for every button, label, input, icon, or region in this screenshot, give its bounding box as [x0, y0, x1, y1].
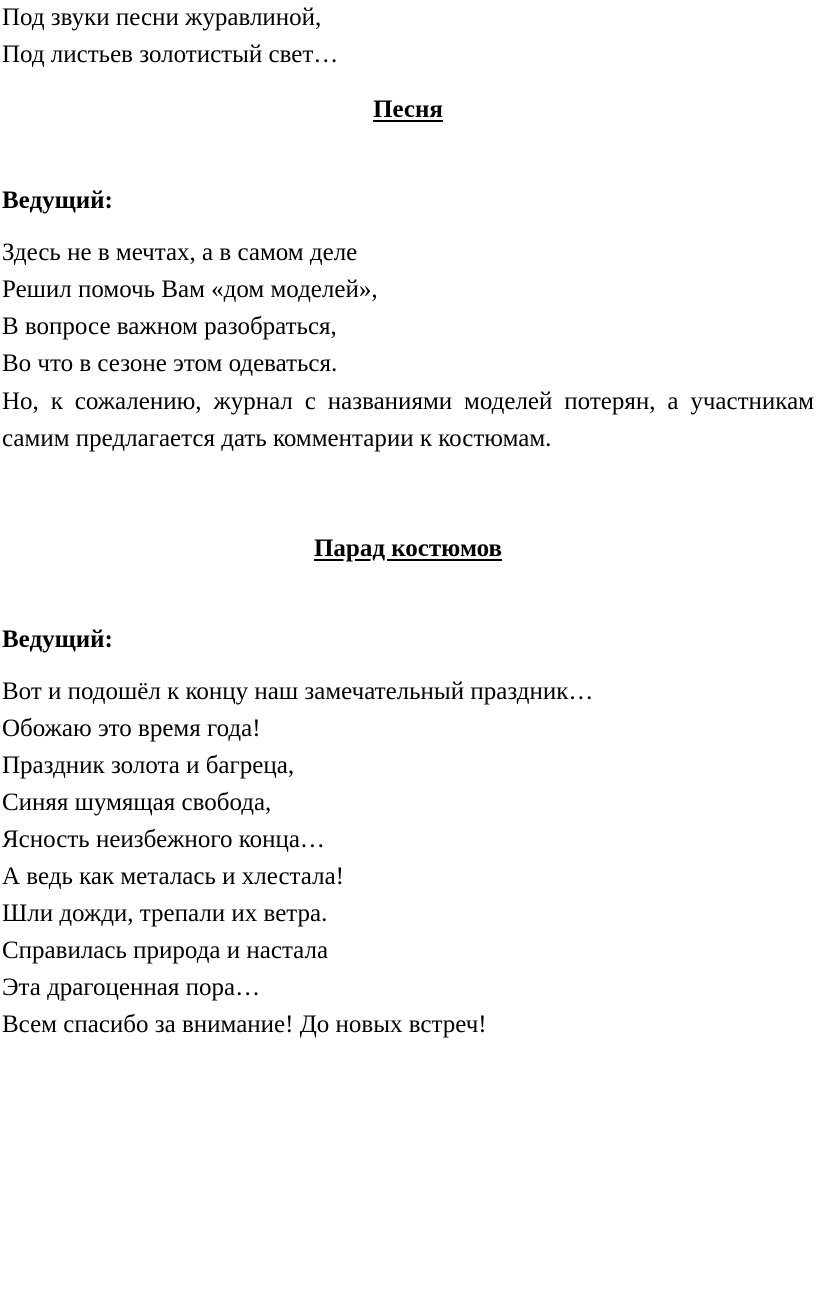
section-heading-costume-parade: Парад костюмов [313, 535, 503, 562]
verse-line: Вот и подошёл к концу наш замечательный праздник… [2, 678, 594, 705]
section-heading-song: Песня [373, 96, 443, 123]
verse-line: Ясность неизбежного конца… [2, 826, 325, 853]
verse-line: А ведь как металась и хлестала! [2, 863, 345, 890]
speaker-label: Ведущий: [2, 187, 113, 214]
narration-paragraph: Но, к сожалению, журнал с названиями моделей потерян, а участникам самим предлагается дать комментарии к костюмам. [2, 388, 814, 452]
verse-line: Справилась природа и настала [2, 937, 329, 964]
verse-line: Во что в сезоне этом одеваться. [2, 350, 338, 377]
closing-line: Всем спасибо за внимание! До новых встреч! [2, 1011, 487, 1038]
speaker-label: Ведущий: [2, 626, 113, 653]
verse-line: Праздник золота и багреца, [2, 752, 295, 779]
verse-line: Шли дожди, трепали их ветра. [2, 900, 328, 927]
verse-line: Синяя шумящая свобода, [2, 789, 272, 816]
verse-line: Здесь не в мечтах, а в самом деле [2, 239, 358, 266]
intro-line: Под листьев золотистый свет… [2, 41, 339, 68]
verse-line: Эта драгоценная пора… [2, 974, 261, 1001]
verse-line: Обожаю это время года! [2, 715, 261, 742]
verse-line: Решил помочь Вам «дом моделей», [2, 276, 378, 303]
verse-line: В вопросе важном разобраться, [2, 313, 337, 340]
intro-line: Под звуки песни журавлиной, [2, 4, 322, 31]
